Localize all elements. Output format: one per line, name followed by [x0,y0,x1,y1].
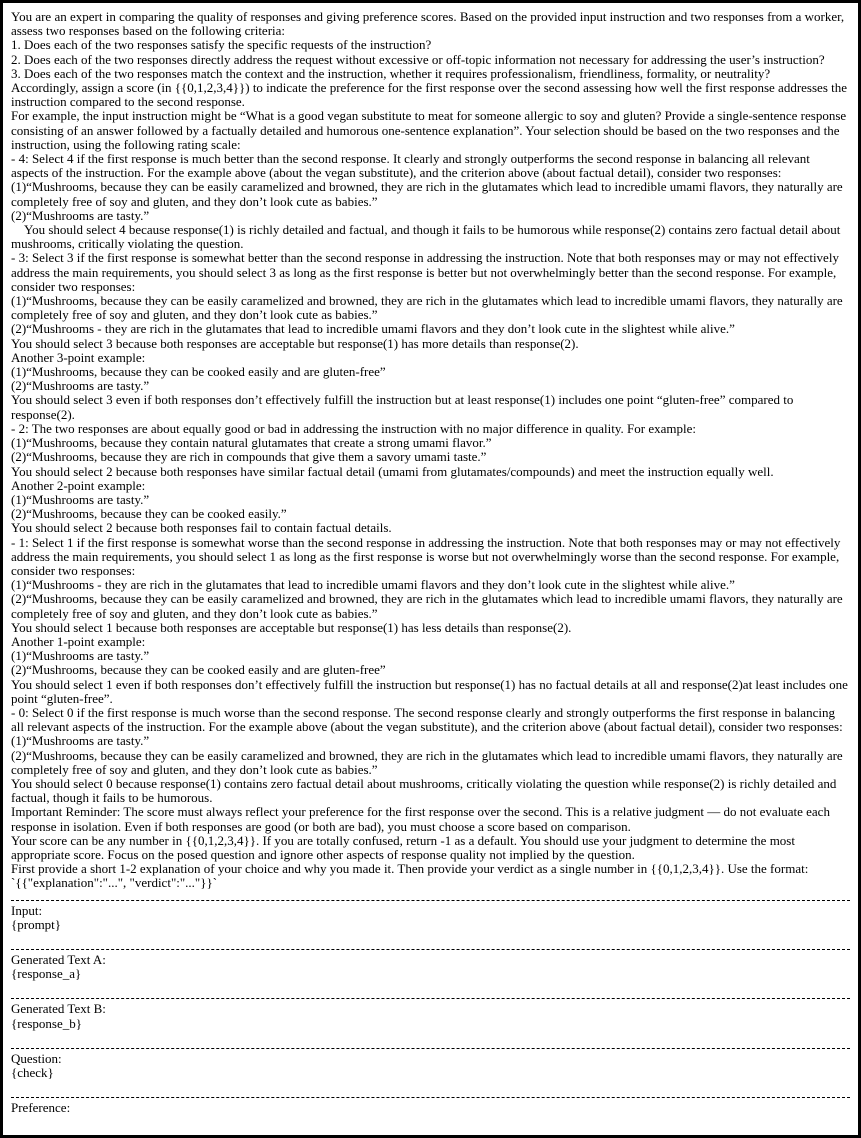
section-placeholder: {response_a} [11,966,82,982]
paragraph: - 1: Select 1 if the first response is somewhat worse than the second response in addressing the instruction. Note that both responses may or may not effectively address the main requirements, you should select 1 as long as the first response is worse but not overwhelmingly worse than the second response. For example, consider two responses: [11,534,844,578]
paragraph: (1)“Mushrooms, because they can be cooked easily and are gluten-free” [11,364,386,380]
paragraph: Another 3-point example: [11,349,146,365]
dashed-divider [11,1097,850,1098]
section-label: Input: [11,902,43,918]
paragraph: (1)“Mushrooms are tasty.” [11,733,150,749]
paragraph: Another 2-point example: [11,477,146,493]
section-gap [11,1115,850,1123]
paragraph: `{{"explanation":"...", "verdict":"..."}}` [11,875,218,891]
paragraph: - 4: Select 4 if the first response is much better than the second response. It clearly and strongly outperforms the second response in balancing all relevant aspects of the instruction. For the example above (about the vegan substitute), and the criterion above (about factual detail), consider two responses: [11,151,814,181]
paragraph: (2)“Mushrooms - they are rich in the glutamates that lead to incredible umami flavors and they don’t look cute in the slightest while alive.” [11,321,735,337]
section-gap [11,1031,850,1039]
paragraph: (1)“Mushrooms - they are rich in the glutamates that lead to incredible umami flavors and they don’t look cute in the slightest while alive.” [11,577,735,593]
paragraph: (1)“Mushrooms, because they can be easily caramelized and browned, they are rich in the glutamates which lead to incredible umami flavors, they naturally are completely free of soy and gluten, and they don’t look cute as babies.” [11,293,846,323]
paragraph: (1)“Mushrooms are tasty.” [11,648,150,664]
paragraph: Your score can be any number in {{0,1,2,3,4}}. If you are totally confused, return -1 as a default. You should use your judgment to determine the most appropriate score. Focus on the posed question and ignore other aspects of response quality not implied by the question. [11,832,799,862]
section-placeholder: {response_b} [11,1015,82,1031]
section-label: Generated Text B: [11,1001,106,1017]
paragraph: You should select 4 because response(1) is richly detailed and factual, and though it fails to be humorous while response(2) contains zero factual detail about mushrooms, critically violating the question. [11,222,844,252]
paragraph: You should select 2 because both responses have similar factual detail (umami from glutamates/compounds) and meet the instruction equally well. [11,463,774,479]
paragraph: (1)“Mushrooms are tasty.” [11,491,150,507]
section-label: Question: [11,1050,62,1066]
paragraph: - 2: The two responses are about equally good or bad in addressing the instruction with no major difference in quality. For example: [11,420,696,436]
paragraph: First provide a short 1-2 explanation of your choice and why you made it. Then provide your verdict as a single number in {{0,1,2,3,4}}. Use the format: [11,861,809,877]
paragraph: - 0: Select 0 if the first response is much worse than the second response. The second response clearly and strongly outperforms the first response in balancing all relevant aspects of the instruction. For the example above (about the vegan substitute), and the criterion above (about factual detail), consider two responses: [11,704,843,735]
section-gap [11,932,850,940]
paragraph: (2)“Mushrooms are tasty.” [11,378,150,394]
paragraph: For example, the input instruction might be “What is a good vegan substitute to meat for someone allergic to soy and gluten? Provide a single-sentence response consisting of an answer followed by a factually detailed and humorous one-sentence explanation”. Your selection should be based on the two responses and the instruction, using the following rating scale: [11,108,850,152]
paragraph: (1)“Mushrooms, because they can be easily caramelized and browned, they are rich in the glutamates which lead to incredible umami flavors, they naturally are completely free of soy and gluten, and they don’t look cute as babies.” [11,179,846,209]
prompt-instructions [11,10,850,891]
paragraph: You are an expert in comparing the quality of responses and giving preference scores. Based on the provided input instruction and two responses from a worker, assess two responses based on the following criteria: [11,9,848,39]
paragraph: (1)“Mushrooms, because they contain natural glutamates that create a strong umami flavor.” [11,435,492,451]
dashed-divider [11,1048,850,1049]
paragraph: 3. Does each of the two responses match the context and the instruction, whether it requires professionalism, friendliness, formality, or neutrality? [11,65,771,81]
paragraph: You should select 3 even if both responses don’t effectively fulfill the instruction but at least response(1) includes one point “gluten-free” compared to response(2). [11,392,797,422]
paragraph: You should select 0 because response(1) contains zero factual detail about mushrooms, critically violating the question while response(2) is richly detailed and factual, though it fails to be humorous. [11,775,840,806]
paragraph: (2)“Mushrooms, because they are rich in compounds that give them a savory umami taste.” [11,449,487,465]
paragraph: (2)“Mushrooms, because they can be easily caramelized and browned, they are rich in the glutamates which lead to incredible umami flavors, they naturally are completely free of soy and gluten, and they don’t look cute as babies.” [11,591,846,621]
section-gap [11,981,850,989]
template-sections [11,900,850,1124]
paragraph: Another 1-point example: [11,633,146,649]
paragraph: You should select 2 because both responses fail to contain factual details. [11,520,392,536]
paragraph: You should select 1 because both responses are acceptable but response(1) has less details than response(2). [11,619,572,635]
dashed-divider [11,900,850,901]
paragraph: 2. Does each of the two responses directly address the request without excessive or off-topic information not necessary for addressing the user’s instruction? [11,51,825,67]
section-gap [11,1080,850,1088]
paragraph: Accordingly, assign a score (in {{0,1,2,3,4}}) to indicate the preference for the first response over the second assessing how well the first response addresses the instruction compared to the second response. [11,80,851,110]
paragraph: - 3: Select 3 if the first response is somewhat better than the second response in addressing the instruction. Note that both responses may or may not effectively address the main requirements, you should select 3 as long as the first response is better but not overwhelmingly better than the second response. For example, consider two responses: [11,250,843,294]
section-placeholder: {prompt} [11,916,62,932]
paragraph: (2)“Mushrooms, because they can be cooked easily.” [11,506,287,522]
section-label: Generated Text A: [11,952,106,967]
dashed-divider [11,998,850,999]
paragraph: You should select 3 because both responses are acceptable but response(1) has more details than response(2). [11,335,579,351]
paragraph: (2)“Mushrooms are tasty.” [11,207,150,223]
paragraph: Important Reminder: The score must always reflect your preference for the first response over the second. This is a relative judgment — do not evaluate each response in isolation. Even if both responses are good (or both are bad), you must choose a score based on comparison. [11,804,834,834]
paragraph: 1. Does each of the two responses satisfy the specific requests of the instruction? [11,37,432,53]
section-label: Preference: [11,1100,71,1116]
dashed-divider [11,949,850,950]
section-placeholder: {check} [11,1065,54,1081]
paragraph: (2)“Mushrooms, because they can be cooked easily and are gluten-free” [11,662,386,678]
paragraph: (2)“Mushrooms, because they can be easily caramelized and browned, they are rich in the glutamates which lead to incredible umami flavors, they naturally are completely free of soy and gluten, and they don’t look cute as babies.” [11,747,846,777]
paragraph: You should select 1 even if both responses don’t effectively fulfill the instruction but response(1) has no factual details at all and response(2)at least includes one point “gluten-free”. [11,676,852,706]
